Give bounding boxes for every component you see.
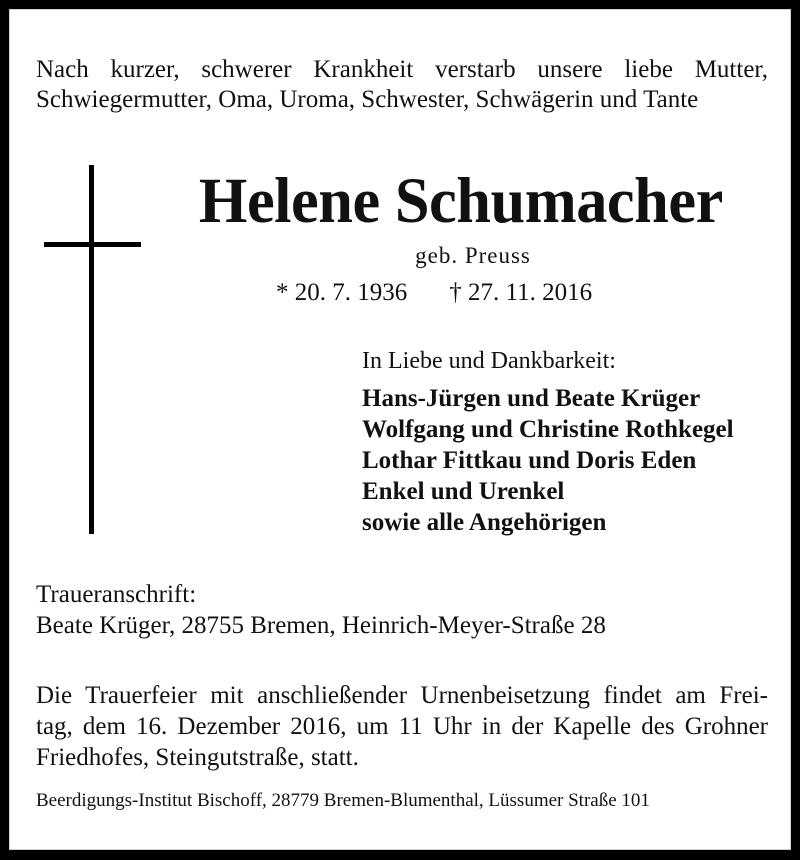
ceremony-line-1: Die Trauerfeier mit anschließender Urnenbeisetzung findet am Frei- [36,682,768,709]
mourning-address: Beate Krüger, 28755 Bremen, Heinrich-Meyer-Straße 28 [36,612,606,639]
mourner-entry: sowie alle Angehörigen [362,509,607,536]
ceremony-line-3: Friedhofes, Steingutstraße, statt. [36,744,359,771]
birth-date: * 20. 7. 1936 [276,279,408,306]
ceremony-details [36,680,768,773]
mourner-entry: Hans-Jürgen und Beate Krüger [362,385,701,412]
deceased-name-text: Helene Schumacher [199,165,723,237]
mourners-heading: In Liebe und Dankbarkeit: [362,348,616,374]
intro-text [36,55,768,115]
mourner-entry: Wolfgang und Christine Rothkegel [362,416,734,443]
mourning-address-label: Traueranschrift: [36,581,197,608]
birth-name-text: geb. Preuss [415,243,531,268]
intro-line-2: Schwiegermutter, Oma, Uroma, Schwester, Schwägerin und Tante [36,86,699,113]
death-date: † 27. 11. 2016 [449,279,593,306]
life-dates [276,278,592,308]
deceased-name [10,166,792,236]
mourners-list [362,383,734,538]
birth-name [10,242,792,270]
undertaker-info: Beerdigungs-Institut Bischoff, 28779 Bremen-Blumenthal, Lüssumer Straße 101 [36,790,650,811]
mourner-entry: Lothar Fittkau und Doris Eden [362,447,697,474]
intro-line-1: Nach kurzer, schwerer Krankheit verstarb unsere liebe Mutter, [36,56,768,83]
mourner-entry: Enkel und Urenkel [362,478,565,505]
obituary-notice [9,9,791,850]
ceremony-line-2: tag, dem 16. Dezember 2016, um 11 Uhr in der Kapelle des Grohner [36,713,768,740]
